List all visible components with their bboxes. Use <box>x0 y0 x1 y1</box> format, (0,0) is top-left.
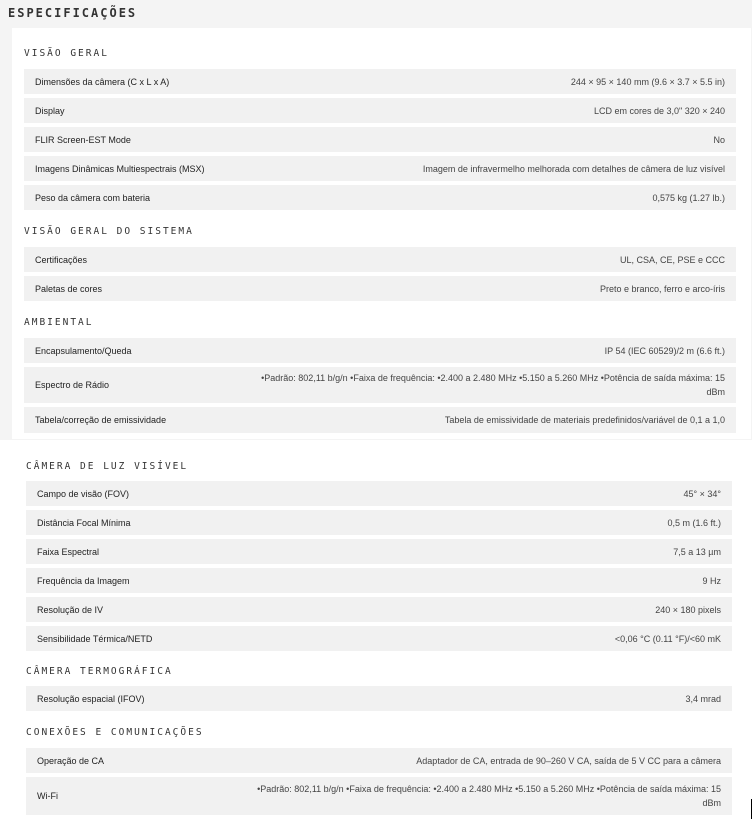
spec-row <box>26 568 732 593</box>
section-title-camera-termografica: CÂMERA TERMOGRÁFICA <box>26 666 173 677</box>
spec-value: •Padrão: 802,11 b/g/n •Faixa de frequência: •2.400 a 2.480 MHz •5.150 a 5.260 MHz •Potência de saída máxima: 15 dBm <box>261 373 725 397</box>
spec-row <box>24 247 736 272</box>
spec-row <box>24 338 736 363</box>
section-title-conexoes-comunicacoes: CONEXÕES E COMUNICAÇÕES <box>26 727 204 738</box>
section-title-visao-geral: VISÃO GERAL <box>24 48 109 59</box>
spec-label: Faixa Espectral <box>37 546 100 557</box>
spec-label: Imagens Dinâmicas Multiespectrais (MSX) <box>35 163 205 174</box>
spec-label: Sensibilidade Térmica/NETD <box>37 633 153 644</box>
spec-label: Frequência da Imagem <box>37 575 130 586</box>
spec-label: Campo de visão (FOV) <box>37 488 130 499</box>
spec-label: FLIR Screen-EST Mode <box>35 134 131 145</box>
spec-label: Wi-Fi <box>37 791 58 801</box>
spec-value: LCD em cores de 3,0" 320 × 240 <box>593 105 725 116</box>
spec-row <box>24 69 736 94</box>
spec-value: 3,4 mrad <box>685 693 721 704</box>
spec-label: Peso da câmera com bateria <box>35 192 151 203</box>
spec-label: Operação de CA <box>37 755 105 766</box>
spec-value: 0,575 kg (1.27 lb.) <box>652 192 725 203</box>
specs-card-top <box>12 28 751 439</box>
spec-value: UL, CSA, CE, PSE e CCC <box>619 254 725 265</box>
specs-card-bottom <box>4 455 755 824</box>
text-cursor <box>751 799 752 819</box>
spec-label: Paletas de cores <box>35 283 103 294</box>
spec-row <box>26 597 732 622</box>
spec-label: Dimensões da câmera (C x L x A) <box>35 76 170 87</box>
spec-value: 240 × 180 pixels <box>655 604 721 615</box>
spec-row <box>26 510 732 535</box>
spec-row <box>26 481 732 506</box>
spec-label: Tabela/correção de emissividade <box>35 415 167 425</box>
spec-value: IP 54 (IEC 60529)/2 m (6.6 ft.) <box>604 345 725 356</box>
spec-row <box>24 185 736 210</box>
spec-value: Preto e branco, ferro e arco-íris <box>599 283 725 294</box>
spec-row <box>26 748 732 773</box>
spec-value: 244 × 95 × 140 mm (9.6 × 3.7 × 5.5 in) <box>570 76 725 87</box>
section-title-ambiental: AMBIENTAL <box>24 317 94 328</box>
spec-label: Resolução de IV <box>37 604 104 615</box>
spec-row <box>26 626 732 651</box>
spec-label: Certificações <box>35 254 88 265</box>
spec-label: Espectro de Rádio <box>35 380 110 390</box>
spec-row <box>26 539 732 564</box>
spec-label: Encapsulamento/Queda <box>35 345 132 356</box>
spec-value: No <box>713 134 725 145</box>
spec-label: Resolução espacial (IFOV) <box>37 693 145 704</box>
spec-value: Imagem de infravermelho melhorada com detalhes de câmera de luz visível <box>422 163 725 174</box>
spec-label: Distância Focal Mínima <box>37 517 131 528</box>
spec-value: 7,5 a 13 µm <box>673 546 721 557</box>
spec-value: Tabela de emissividade de materiais predefinidos/variável de 0,1 a 1,0 <box>444 415 725 425</box>
spec-value: 9 Hz <box>702 575 721 586</box>
spec-row <box>26 777 732 815</box>
specs-panel-bottom <box>4 455 755 824</box>
spec-row <box>26 686 732 711</box>
section-title-camera-luz-visivel: CÂMERA DE LUZ VISÍVEL <box>26 461 189 472</box>
spec-value: Adaptador de CA, entrada de 90–260 V CA, saída de 5 V CC para a câmera <box>416 755 721 766</box>
spec-value: 45° × 34° <box>683 488 721 499</box>
section-title-visao-geral-sistema: VISÃO GERAL DO SISTEMA <box>24 226 194 237</box>
spec-row <box>24 367 736 403</box>
spec-value: 0,5 m (1.6 ft.) <box>667 517 721 528</box>
spec-label: Display <box>35 105 65 116</box>
spec-row <box>24 276 736 301</box>
spec-row <box>24 127 736 152</box>
spec-row <box>24 156 736 181</box>
spec-value: <0,06 °C (0.11 °F)/<60 mK <box>614 633 721 644</box>
spec-value: •Padrão: 802,11 b/g/n •Faixa de frequência: •2.400 a 2.480 MHz •5.150 a 5.260 MHz •Potência de saída máxima: 15 dBm <box>257 784 721 808</box>
spec-row <box>24 407 736 433</box>
page-title: ESPECIFICAÇÕES <box>8 6 138 20</box>
spec-row <box>24 98 736 123</box>
